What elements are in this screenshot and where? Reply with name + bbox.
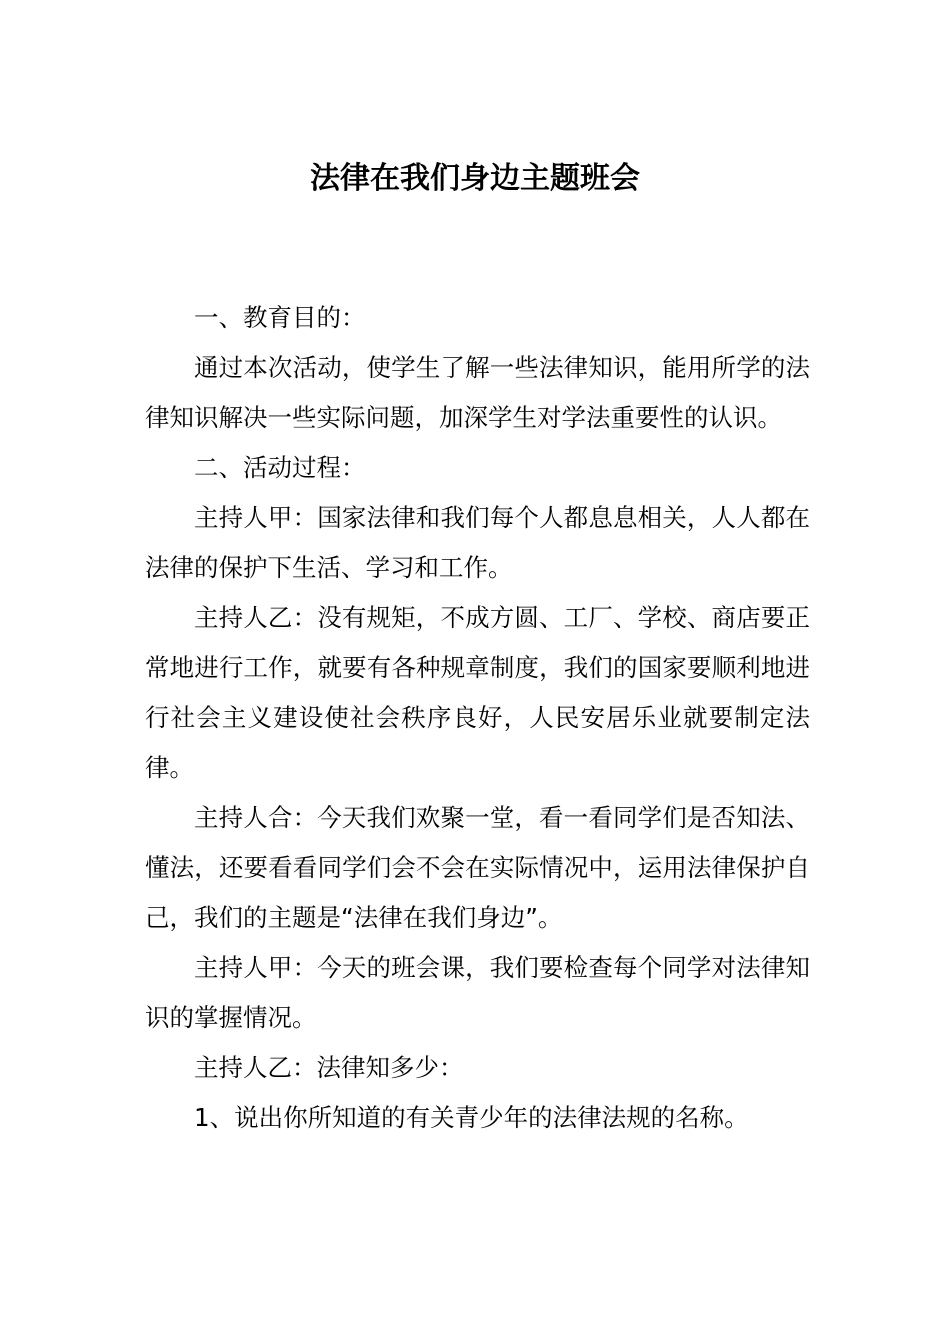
paragraph-heading-education-goal: 一、教育目的： (194, 303, 366, 332)
paragraph-host-a-1: 主持人甲：国家法律和我们每个人都息息相关，人人都在法律的保护下生活、学习和工作。 (145, 503, 810, 582)
paragraph-heading-activity-process: 二、活动过程： (194, 453, 366, 482)
paragraph-host-b-2: 主持人乙：法律知多少： (194, 1053, 464, 1082)
document-title: 法律在我们身边主题班会 (310, 161, 640, 196)
paragraph-host-a-2: 主持人甲：今天的班会课，我们要检查每个同学对法律知识的掌握情况。 (145, 953, 810, 1032)
document-body (145, 293, 810, 1143)
paragraph-education-goal: 通过本次活动，使学生了解一些法律知识，能用所学的法律知识解决一些实际问题，加深学生对学法重要性的认识。 (145, 353, 810, 432)
paragraph-hosts-together: 主持人合：今天我们欢聚一堂，看一看同学们是否知法、懂法，还要看看同学们会不会在实际情况中，运用法律保护自己，我们的主题是“法律在我们身边”。 (145, 803, 810, 932)
paragraph-host-b-1: 主持人乙：没有规矩，不成方圆、工厂、学校、商店要正常地进行工作，就要有各种规章制度，我们的国家要顺利地进行社会主义建设使社会秩序良好，人民安居乐业就要制定法律。 (145, 603, 810, 782)
paragraph-question-1: 1、说出你所知道的有关青少年的法律法规的名称。 (194, 1103, 749, 1132)
